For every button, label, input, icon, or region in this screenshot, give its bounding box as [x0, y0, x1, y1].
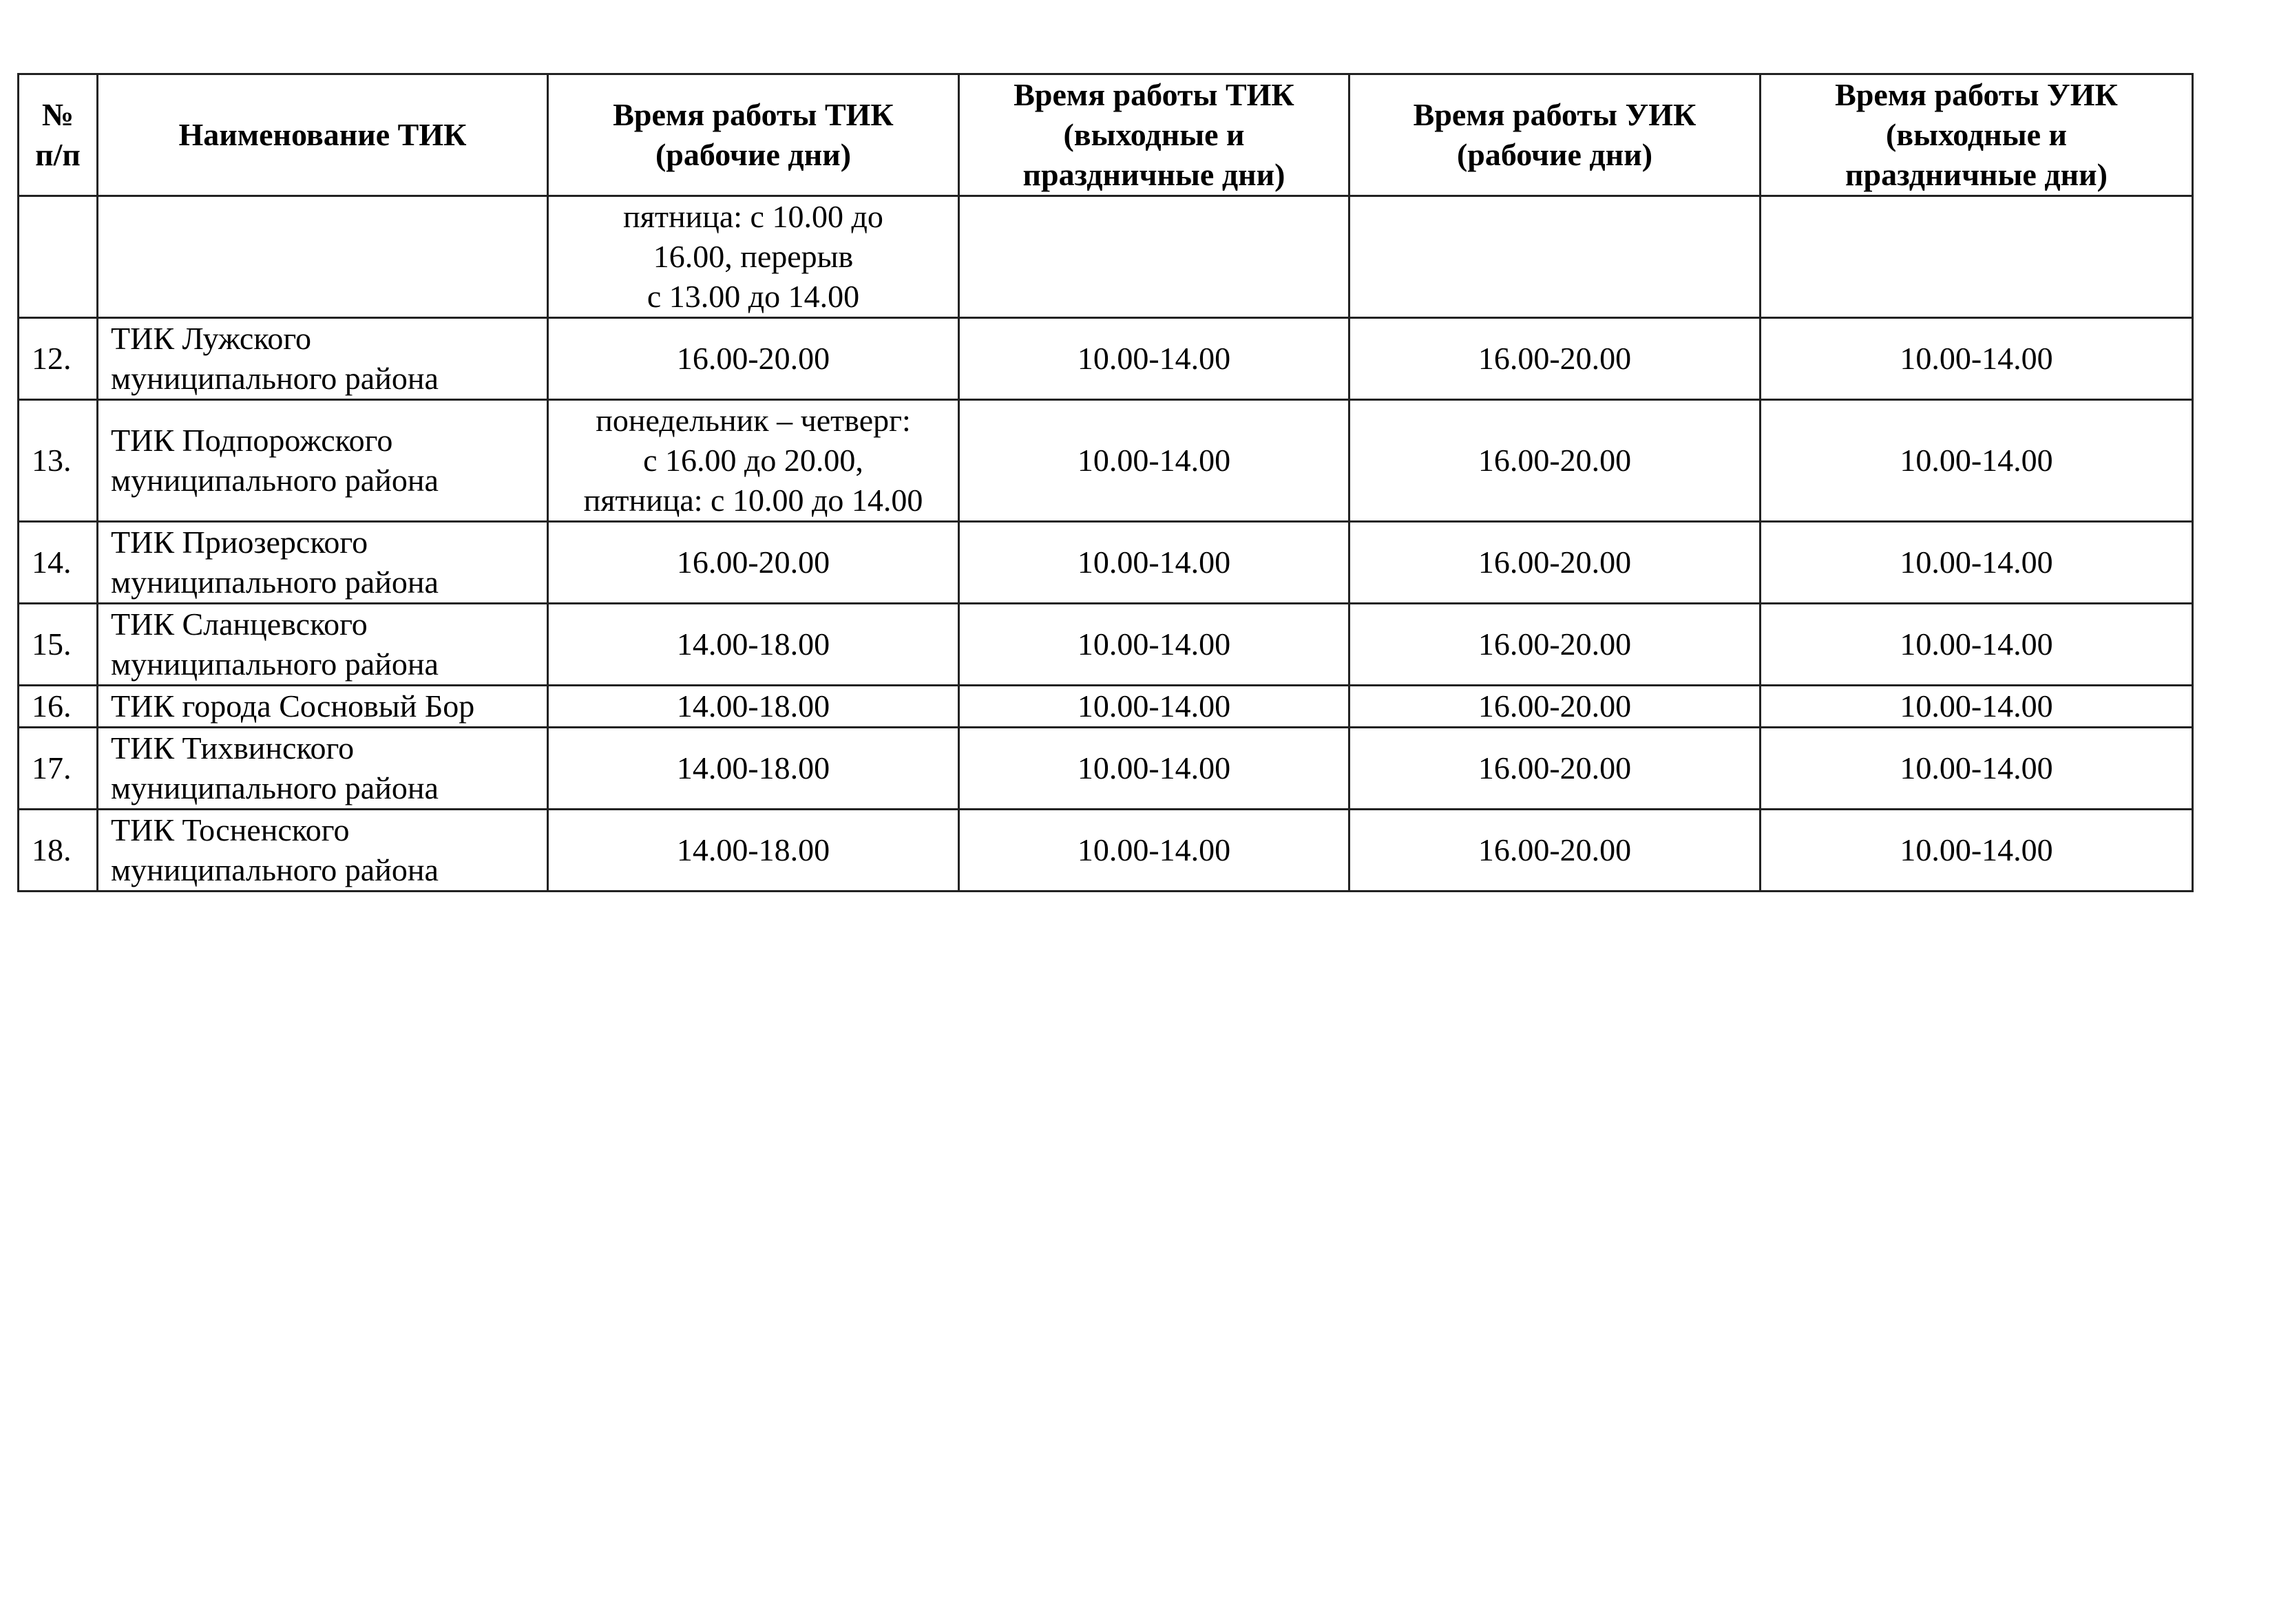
schedule-table	[17, 73, 2194, 892]
row-number: 15.	[19, 604, 98, 686]
tik-workdays-cell	[548, 400, 959, 522]
tik-weekends-cell: 10.00-14.00	[959, 318, 1349, 400]
uik-workdays-cell: 16.00-20.00	[1349, 686, 1761, 728]
table-row	[19, 196, 2193, 318]
cell-line: ТИК Тихвинского	[111, 730, 355, 766]
table-row	[19, 318, 2193, 400]
header-uik-workdays	[1349, 74, 1761, 196]
cell-line: муниципального района	[111, 852, 439, 887]
uik-weekends-cell	[1761, 196, 2193, 318]
cell-line: 16.00-20.00	[676, 341, 830, 376]
header-line: праздничные дни)	[1022, 157, 1285, 192]
cell-line: муниципального района	[111, 770, 439, 805]
header-tik-weekends	[959, 74, 1349, 196]
uik-weekends-cell: 10.00-14.00	[1761, 522, 2193, 604]
cell-line: 16.00, перерыв	[653, 239, 854, 274]
header-line: Время работы УИК	[1413, 97, 1697, 132]
uik-weekends-cell: 10.00-14.00	[1761, 728, 2193, 810]
tik-weekends-cell: 10.00-14.00	[959, 728, 1349, 810]
cell-line: муниципального района	[111, 565, 439, 600]
cell-line: 14.00-18.00	[676, 626, 830, 662]
uik-workdays-cell: 16.00-20.00	[1349, 728, 1761, 810]
cell-line: ТИК Тосненского	[111, 812, 350, 847]
header-line: Время работы УИК	[1835, 77, 2118, 112]
cell-line: 14.00-18.00	[676, 750, 830, 785]
cell-line: ТИК города Сосновый Бор	[111, 688, 475, 724]
uik-weekends-cell: 10.00-14.00	[1761, 400, 2193, 522]
row-number: 13.	[19, 400, 98, 522]
tik-name-cell	[98, 604, 548, 686]
tik-weekends-cell: 10.00-14.00	[959, 686, 1349, 728]
uik-weekends-cell: 10.00-14.00	[1761, 318, 2193, 400]
cell-line: муниципального района	[111, 361, 439, 396]
row-number: 17.	[19, 728, 98, 810]
tik-weekends-cell	[959, 196, 1349, 318]
uik-workdays-cell: 16.00-20.00	[1349, 522, 1761, 604]
header-tik-workdays	[548, 74, 959, 196]
tik-name-cell	[98, 728, 548, 810]
tik-name-cell	[98, 686, 548, 728]
header-number	[19, 74, 98, 196]
cell-line: 14.00-18.00	[676, 832, 830, 867]
cell-line: с 13.00 до 14.00	[647, 279, 860, 314]
tik-weekends-cell: 10.00-14.00	[959, 810, 1349, 892]
tik-weekends-cell: 10.00-14.00	[959, 604, 1349, 686]
cell-line: ТИК Лужского	[111, 321, 312, 356]
tik-workdays-cell	[548, 728, 959, 810]
cell-line: муниципального района	[111, 463, 439, 498]
tik-workdays-cell	[548, 522, 959, 604]
uik-weekends-cell: 10.00-14.00	[1761, 810, 2193, 892]
tik-workdays-cell	[548, 196, 959, 318]
table-row	[19, 810, 2193, 892]
cell-line: муниципального района	[111, 646, 439, 682]
uik-workdays-cell: 16.00-20.00	[1349, 810, 1761, 892]
header-line: п/п	[35, 137, 81, 172]
tik-workdays-cell	[548, 810, 959, 892]
header-line: (рабочие дни)	[655, 137, 852, 172]
table-row	[19, 604, 2193, 686]
cell-line: 16.00-20.00	[676, 545, 830, 580]
uik-workdays-cell: 16.00-20.00	[1349, 604, 1761, 686]
uik-workdays-cell: 16.00-20.00	[1349, 318, 1761, 400]
row-number	[19, 196, 98, 318]
cell-line: понедельник – четверг:	[596, 403, 911, 438]
table-row	[19, 728, 2193, 810]
cell-line: пятница: с 10.00 до 14.00	[583, 483, 923, 518]
tik-workdays-cell	[548, 686, 959, 728]
header-uik-weekends	[1761, 74, 2193, 196]
cell-line: с 16.00 до 20.00,	[643, 443, 863, 478]
header-line: (рабочие дни)	[1456, 137, 1653, 172]
uik-weekends-cell: 10.00-14.00	[1761, 686, 2193, 728]
uik-workdays-cell	[1349, 196, 1761, 318]
header-line: Время работы ТИК	[1013, 77, 1294, 112]
table-row	[19, 686, 2193, 728]
header-line: праздничные дни)	[1845, 157, 2108, 192]
header-line: (выходные и	[1885, 117, 2068, 152]
tik-weekends-cell: 10.00-14.00	[959, 522, 1349, 604]
table-row	[19, 522, 2193, 604]
header-line: Наименование ТИК	[178, 117, 467, 152]
tik-workdays-cell	[548, 318, 959, 400]
header-line: (выходные и	[1063, 117, 1245, 152]
row-number: 16.	[19, 686, 98, 728]
uik-weekends-cell: 10.00-14.00	[1761, 604, 2193, 686]
cell-line: ТИК Сланцевского	[111, 607, 368, 642]
tik-weekends-cell: 10.00-14.00	[959, 400, 1349, 522]
cell-line: ТИК Приозерского	[111, 525, 368, 560]
tik-name-cell	[98, 810, 548, 892]
header-line: №	[41, 97, 74, 132]
tik-workdays-cell	[548, 604, 959, 686]
table-header-row	[19, 74, 2193, 196]
uik-workdays-cell: 16.00-20.00	[1349, 400, 1761, 522]
tik-name-cell	[98, 522, 548, 604]
header-tik-name	[98, 74, 548, 196]
tik-name-cell	[98, 318, 548, 400]
row-number: 18.	[19, 810, 98, 892]
row-number: 12.	[19, 318, 98, 400]
tik-name-cell	[98, 400, 548, 522]
header-line: Время работы ТИК	[613, 97, 894, 132]
tik-name-cell	[98, 196, 548, 318]
row-number: 14.	[19, 522, 98, 604]
table-row	[19, 400, 2193, 522]
cell-line: ТИК Подпорожского	[111, 423, 393, 458]
cell-line: пятница: с 10.00 до	[623, 199, 883, 234]
cell-line: 14.00-18.00	[676, 688, 830, 724]
